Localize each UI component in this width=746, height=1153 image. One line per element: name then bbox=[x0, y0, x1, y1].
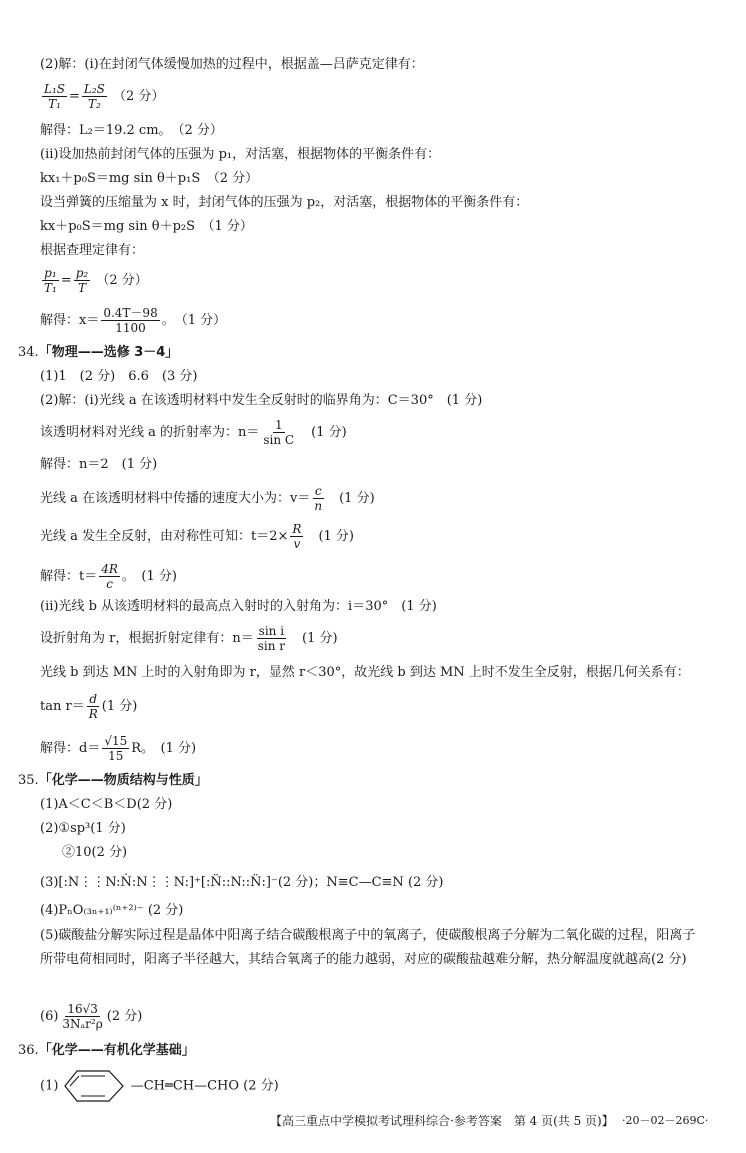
q34-refractive-index: 该透明材料对光线 a 的折射率为：n＝ $\frac{1}{\text{sin C}}$ (1 分) bbox=[40, 418, 347, 447]
q34-symmetry-time: 光线 a 发生全反射，由对称性可知：t＝2× $\frac{R}{v}$ (1 分) bbox=[40, 522, 355, 551]
q33-result-l2: 解得：L₂＝19.2 cm。 （2 分） bbox=[40, 123, 223, 138]
q33-equation-charles: $\frac{\text{p₁}}{\text{T₁}}$ = $\frac{\text{p₂}}{T}$ （2 分） bbox=[44, 266, 148, 295]
q33-result-x: 解得：x＝ $\frac{0.4T-98}{1100}$ 。 （1 分） bbox=[40, 306, 227, 335]
fraction: $\frac{√15}{15}$ bbox=[104, 734, 128, 763]
fraction: $\frac{d}{R}$ bbox=[88, 692, 98, 721]
q35-part2b: ②10(2 分) bbox=[62, 845, 128, 860]
fraction: $\frac{\text{p₂}}{T}$ bbox=[75, 266, 89, 295]
q33-charles-law: 根据查理定律有： bbox=[40, 243, 145, 258]
q35-part2a: (2)①sp³(1 分) bbox=[40, 821, 126, 836]
q33-part2-intro: (2)解：(ⅰ)在封闭气体缓慢加热的过程中，根据盖—吕萨克定律有： bbox=[40, 57, 424, 72]
fraction: $\frac{\text{sin i}}{\text{sin r}}$ bbox=[257, 624, 286, 653]
fraction: $\frac{c}{n}$ bbox=[314, 484, 323, 513]
q34-speed: 光线 a 在该透明材料中传播的速度大小为：v＝ $\frac{c}{n}$ (1 分) bbox=[40, 484, 375, 513]
q33-assume-x: 设当弹簧的压缩量为 x 时，封闭气体的压强为 p₂，对活塞，根据物体的平衡条件有： bbox=[40, 195, 529, 210]
q36-part1: (1) —CH═CH—CHO (2 分) bbox=[40, 1068, 279, 1104]
q34-part2-critical-angle: (2)解：(ⅰ)光线 a 在该透明材料中发生全反射时的临界角为：C＝30° (1 分) bbox=[40, 393, 483, 408]
q33-part-ii: (ⅱ)设加热前封闭气体的压强为 p₁，对活塞，根据物体的平衡条件有： bbox=[40, 147, 441, 162]
fraction: $\frac{16√3}{\text{3Nₐr²ρ}}$ bbox=[62, 1002, 103, 1031]
fraction: $\frac{1}{\text{sin C}}$ bbox=[263, 418, 295, 447]
q35-heading: 35.「化学——物质结构与性质」 bbox=[18, 773, 208, 788]
q34-snell-law: 设折射角为 r，根据折射定律有：n＝ $\frac{\text{sin i}}{\text{sin r}}$ (1 分) bbox=[40, 624, 338, 653]
q36-heading: 36.「化学——有机化学基础」 bbox=[18, 1043, 195, 1058]
q34-result-d: 解得：d＝ $\frac{√15}{15}$ R。 (1 分) bbox=[40, 734, 197, 763]
benzene-ring-icon bbox=[63, 1068, 127, 1104]
q34-heading: 34.「物理——选修 3－4」 bbox=[18, 345, 179, 360]
document-code: ·20－02－269C· bbox=[622, 1114, 709, 1127]
fraction: $\frac{\text{L₂S}}{\text{T₂}}$ bbox=[83, 82, 105, 111]
fraction: $\frac{4R}{c}$ bbox=[101, 562, 118, 591]
q34-part1: (1)1 (2 分) 6.6 (3 分) bbox=[40, 369, 198, 384]
q33-balance-eq2: kx＋p₀S＝mg sin θ＋p₂S （1 分） bbox=[40, 219, 253, 234]
q34-tan-r: tan r＝ $\frac{d}{R}$ (1 分) bbox=[40, 692, 138, 721]
q35-part4-formula: (4)PₙO₍₃ₙ₊₁₎⁽ⁿ⁺²⁾⁻ (2 分) bbox=[40, 903, 184, 918]
q35-part3-electron-formula: (3)[:N⋮⋮N:Ṅ:N⋮⋮N:]⁺[:N̈::N::N̈:]⁻(2 分)；N≡C—C≡N (2 分) bbox=[40, 875, 444, 890]
fraction: $\frac{\text{L₁S}}{\text{T₁}}$ bbox=[44, 82, 65, 111]
fraction: $\frac{\text{p₁}}{\text{T₁}}$ bbox=[44, 266, 57, 295]
q33-balance-eq1: kx₁＋p₀S＝mg sin θ＋p₁S （2 分） bbox=[40, 171, 259, 186]
q33-equation-gay-lussac: $\frac{\text{L₁S}}{\text{T₁}}$ = $\frac{\text{L₂S}}{\text{T₂}}$ （2 分） bbox=[44, 82, 165, 111]
fraction: $\frac{R}{v}$ bbox=[292, 522, 302, 551]
q34-part-ii-incident: (ⅱ)光线 b 从该透明材料的最高点入射时的入射角为：i＝30° (1 分) bbox=[40, 599, 437, 614]
page-footer: 【高三重点中学模拟考试理科综合·参考答案 第 4 页(共 5 页)】 bbox=[270, 1114, 614, 1128]
q35-part1: (1)A＜C＜B＜D(2 分) bbox=[40, 797, 173, 812]
q35-part6-density: (6) $\frac{16√3}{\text{3Nₐr²ρ}}$ (2 分) bbox=[40, 1002, 143, 1031]
q34-no-total-reflection: 光线 b 到达 MN 上时的入射角即为 r，显然 r＜30°，故光线 b 到达 MN 上时不发生全反射，根据几何关系有： bbox=[40, 665, 690, 680]
fraction: $\frac{0.4T-98}{1100}$ bbox=[103, 306, 158, 335]
q34-result-n: 解得：n＝2 (1 分) bbox=[40, 457, 158, 472]
q35-part5-explanation: (5)碳酸盐分解实际过程是晶体中阳离子结合碳酸根离子中的氧离子，使碳酸根离子分解为二氧化碳的过程，阳离子所带电荷相同时，阳离子半径越大，其结合氧离子的能力越弱，对应的碳酸盐越难分解，热分解温度就越高(2 分) bbox=[40, 928, 696, 967]
q34-result-t: 解得：t＝ $\frac{4R}{c}$ 。 (1 分) bbox=[40, 562, 177, 591]
